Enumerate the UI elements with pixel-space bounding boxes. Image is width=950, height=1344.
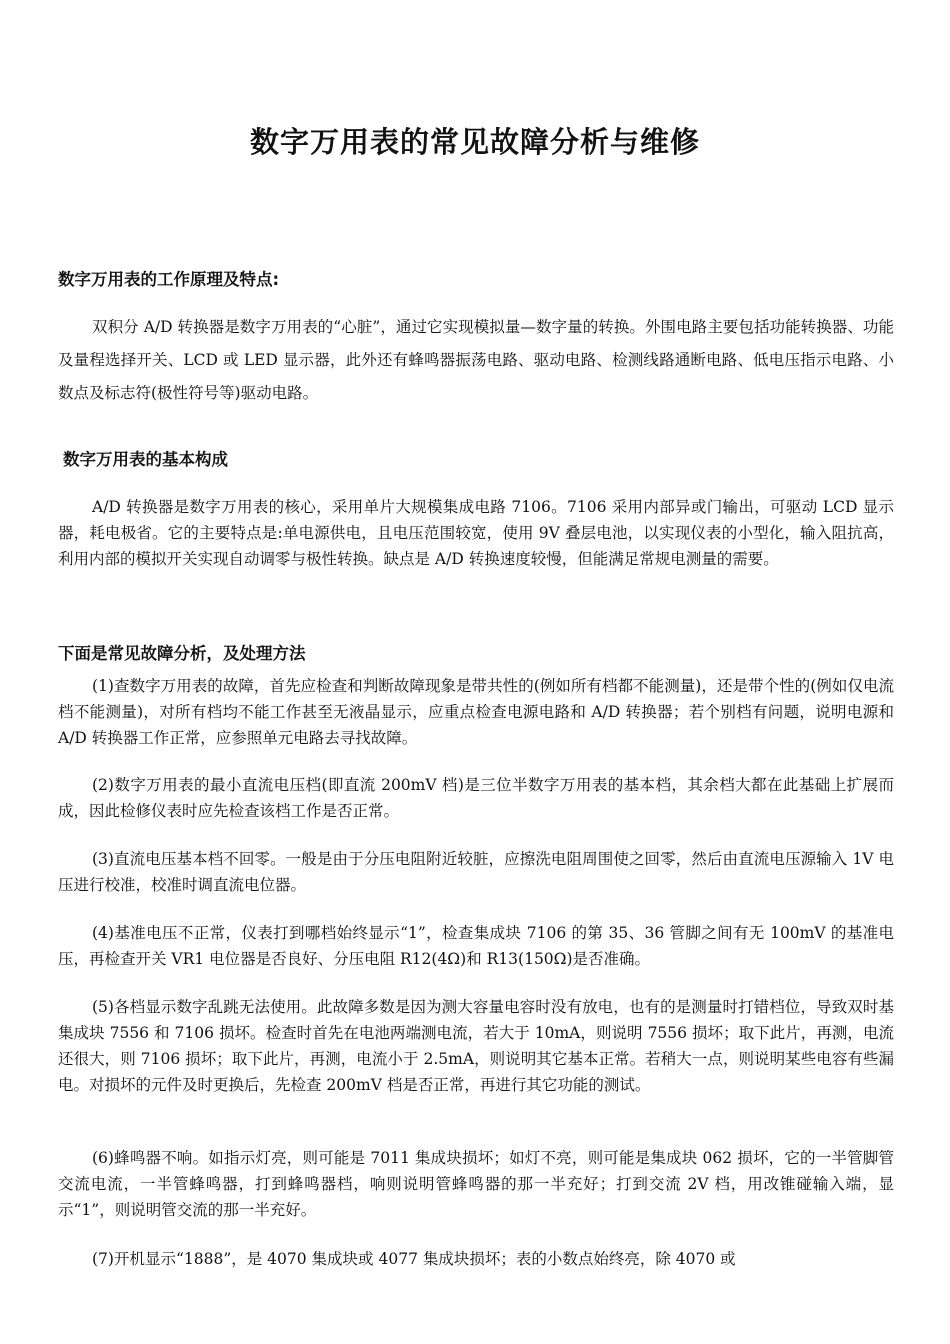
fault-item-4: (4)基准电压不正常，仪表打到哪档始终显示“1”，检查集成块 7106 的第 35、36 管脚之间有无 100mV 的基准电压，再检查开关 VR1 电位器是否良好、分压电阻 R12(4Ω)和 R13(150Ω)是否准确。: [58, 924, 894, 968]
page-title: 数字万用表的常见故障分析与维修: [249, 125, 700, 159]
paragraph-principle: 双积分 A/D 转换器是数字万用表的“心脏”，通过它实现模拟量—数字量的转换。外围电路主要包括功能转换器、功能及量程选择开关、LCD 或 LED 显示器，此外还有蜂鸣器振荡电路、驱动电路、检测线路通断电路、低电压指示电路、小数点及标志符(极性符号等)驱动电路。: [58, 318, 894, 402]
fault-item-7: (7)开机显示“1888”，是 4070 集成块或 4077 集成块损坏；表的小数点始终亮，除 4070 或: [92, 1250, 736, 1268]
fault-item-6: (6)蜂鸣器不响。如指示灯亮，则可能是 7011 集成块损坏；如灯不亮，则可能是集成块 062 损坏，它的一半管脚管交流电流，一半管蜂鸣器，打到蜂鸣器档，响则说明管蜂鸣器的那一半充好；打到交流 2V 档，用改锥碰输入端，显示“1”，则说明管交流的那一半充好。: [58, 1149, 894, 1219]
fault-item-2: (2)数字万用表的最小直流电压档(即直流 200mV 档)是三位半数字万用表的基本档，其余档大都在此基础上扩展而成，因此检修仪表时应先检查该档工作是否正常。: [58, 776, 894, 820]
section-heading-faults: 下面是常见故障分析，及处理方法: [58, 644, 306, 663]
section-heading-principle: 数字万用表的工作原理及特点:: [58, 270, 280, 289]
section-heading-composition: 数字万用表的基本构成: [63, 450, 228, 469]
fault-item-1: (1)查数字万用表的故障，首先应检查和判断故障现象是带共性的(例如所有档都不能测量)，还是带个性的(例如仅电流档不能测量)，对所有档均不能工作甚至无液晶显示，应重点检查电源电路和 A/D 转换器；若个别档有问题，说明电源和 A/D 转换器工作正常，应参照单元电路去寻找故障。: [58, 677, 894, 747]
fault-item-3: (3)直流电压基本档不回零。一般是由于分压电阻附近较脏，应擦洗电阻周围使之回零，然后由直流电压源输入 1V 电压进行校准，校准时调直流电位器。: [58, 850, 894, 894]
fault-item-5: (5)各档显示数字乱跳无法使用。此故障多数是因为测大容量电容时没有放电，也有的是测量时打错档位，导致双时基集成块 7556 和 7106 损坏。检查时首先在电池两端测电流，若大于 10mA，则说明 7556 损坏；取下此片，再测，电流还很大，则 7106 损坏；取下此片，再测，电流小于 2.5mA，则说明其它基本正常。若稍大一点，则说明某些电容有些漏电。对损坏的元件及时更换后，先检查 200mV 档是否正常，再进行其它功能的测试。: [58, 998, 894, 1094]
paragraph-composition: A/D 转换器是数字万用表的核心，采用单片大规模集成电路 7106。7106 采用内部异或门输出，可驱动 LCD 显示器，耗电极省。它的主要特点是:单电源供电，且电压范围较宽，使用 9V 叠层电池，以实现仪表的小型化，输入阻抗高，利用内部的模拟开关实现自动调零与极性转换。缺点是 A/D 转换速度较慢，但能满足常规电测量的需要。: [58, 498, 894, 568]
